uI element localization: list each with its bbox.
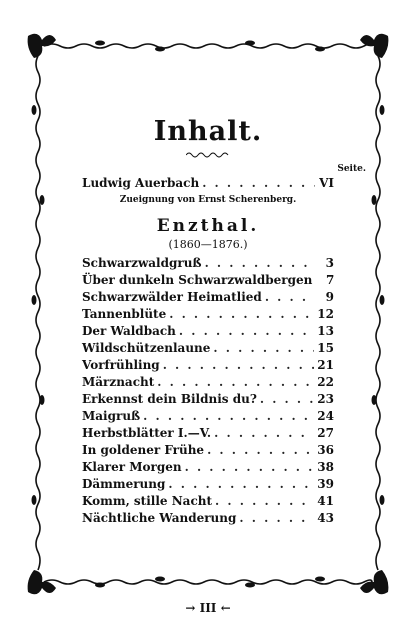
dot-leader — [207, 443, 314, 457]
toc-entry[interactable] — [82, 375, 334, 391]
dot-leader — [157, 375, 314, 389]
toc-entry[interactable] — [82, 324, 334, 340]
toc-entry[interactable] — [82, 307, 334, 323]
toc-entry[interactable] — [82, 494, 334, 510]
toc-entry-title: Über dunkeln Schwarzwaldbergen — [82, 273, 313, 287]
toc-entry-title: Der Waldbach — [82, 324, 176, 338]
toc-entry-page: 7 — [325, 273, 335, 287]
page-column-label: Seite. — [337, 164, 366, 174]
toc-entry-page: 13 — [317, 324, 334, 338]
dot-leader — [163, 358, 315, 372]
toc-entry[interactable] — [82, 392, 334, 408]
toc-entry-page: 21 — [317, 358, 334, 372]
title-flourish — [186, 151, 230, 159]
toc-entry-page: 15 — [317, 341, 334, 355]
toc-entry-title: Tannenblüte — [82, 307, 167, 321]
toc-entry[interactable] — [82, 443, 334, 459]
toc-entry-page: 9 — [325, 290, 334, 304]
toc-entry-title: Klarer Morgen — [82, 460, 182, 474]
section-years: (1860—1876.) — [168, 238, 248, 251]
dot-leader — [214, 426, 314, 440]
toc-entry-title: Maigruß — [82, 409, 141, 423]
toc-entry-title: Dämmerung — [82, 477, 166, 491]
toc-entry-page: 22 — [317, 375, 334, 389]
page-number: → III ← — [185, 601, 231, 615]
toc-entry-page: 43 — [317, 511, 334, 525]
toc-entry-page: 38 — [317, 460, 334, 474]
toc-entry-title: In goldener Frühe — [82, 443, 205, 457]
dot-leader — [239, 511, 314, 525]
toc-entry-page: 23 — [317, 392, 334, 406]
toc-entry-page: 39 — [317, 477, 334, 491]
toc-entry-page: 24 — [317, 409, 334, 423]
dot-leader — [213, 341, 314, 355]
toc-entry[interactable] — [82, 273, 334, 289]
dot-leader — [143, 409, 314, 423]
toc-entry-title: Komm, stille Nacht — [82, 494, 213, 508]
toc-entry[interactable] — [82, 358, 334, 374]
toc-entry[interactable] — [82, 511, 334, 527]
section-title: Enzthal. — [156, 216, 260, 236]
toc-entry[interactable] — [82, 341, 334, 357]
toc-entry-title: Vorfrühling — [82, 358, 160, 372]
toc-entry-page: 41 — [317, 494, 334, 508]
dot-leader — [215, 494, 314, 508]
toc-entry-title: Wildschützenlaune — [82, 341, 211, 355]
toc-entry[interactable] — [82, 426, 334, 442]
toc-entry[interactable] — [82, 409, 334, 425]
page-title: Inhalt. — [153, 116, 263, 147]
dot-leader — [260, 392, 314, 406]
toc-entry[interactable] — [82, 477, 334, 493]
dedication-line: Zueignung von Ernst Scherenberg. — [119, 195, 297, 205]
toc-entry[interactable] — [82, 256, 334, 272]
toc-entry-page: 36 — [317, 443, 334, 457]
toc-entry-title: Ludwig Auerbach — [82, 176, 200, 190]
toc-entry-page: VI — [319, 176, 334, 190]
dot-leader — [205, 256, 315, 270]
toc-entry-page: 3 — [325, 256, 334, 270]
toc-entry[interactable] — [82, 460, 334, 476]
toc-entry-title: Erkennst dein Bildnis du? — [82, 392, 257, 406]
toc-entry-page: 12 — [317, 307, 334, 321]
dot-leader — [179, 324, 314, 338]
dot-leader — [169, 307, 314, 321]
toc-entry-intro[interactable] — [82, 176, 334, 192]
dot-leader — [202, 176, 315, 190]
toc-entry-title: Märznacht — [82, 375, 155, 389]
toc-entry-page: 27 — [317, 426, 334, 440]
toc-entry-title: Schwarzwälder Heimatlied — [82, 290, 262, 304]
toc-entry-title: Herbstblätter I.—V. — [82, 426, 212, 440]
dot-leader — [185, 460, 315, 474]
toc-entry-title: Schwarzwaldgruß — [82, 256, 202, 270]
dot-leader — [168, 477, 314, 491]
toc-entry-title: Nächtliche Wanderung — [82, 511, 237, 525]
toc-entry[interactable] — [82, 290, 334, 306]
dot-leader — [265, 290, 315, 304]
